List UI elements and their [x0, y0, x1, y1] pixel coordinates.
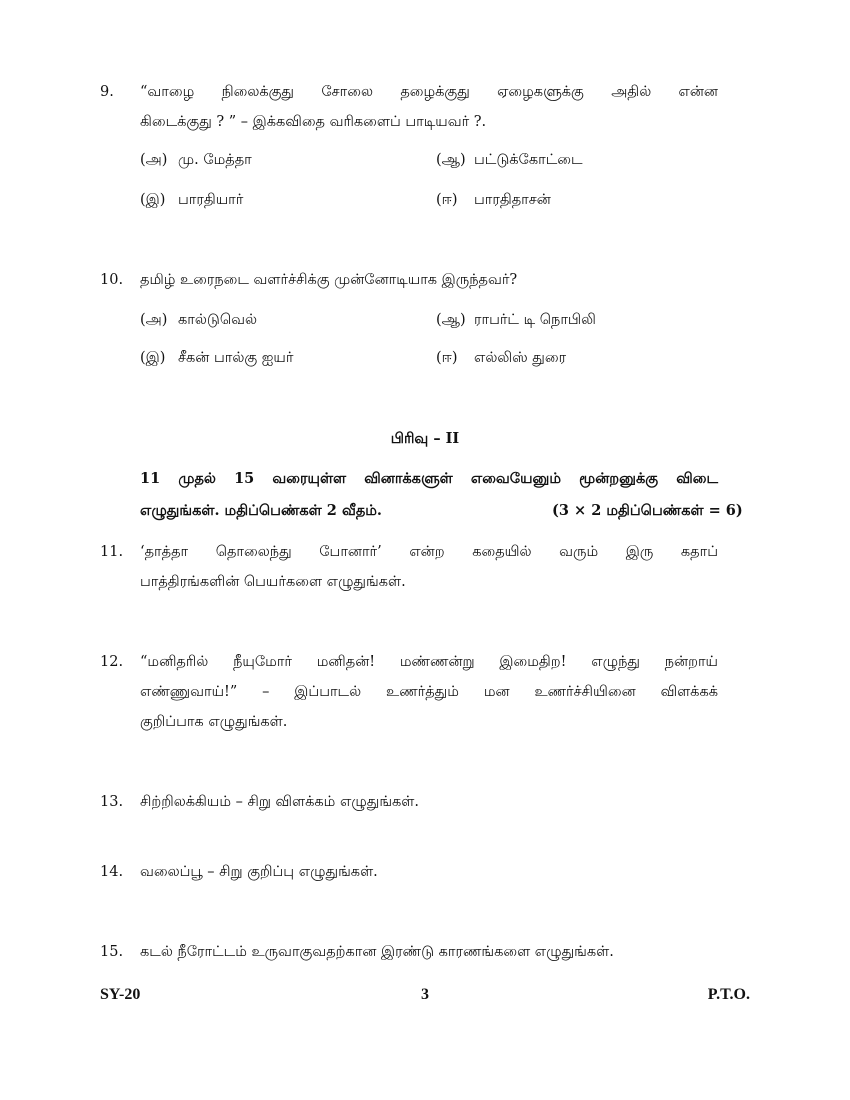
question-number: 14. — [100, 864, 124, 880]
option-text: பாரதியார் — [178, 192, 244, 208]
option-text: சீகன் பால்கு ஐயர் — [178, 350, 294, 366]
option-marker: (ஈ) — [436, 192, 458, 208]
question-number: 13. — [100, 794, 124, 810]
option-d — [436, 350, 566, 368]
footer-pto: P.T.O. — [707, 986, 750, 1003]
option-a — [140, 312, 257, 330]
option-a — [140, 152, 252, 170]
question-text-line: கடல் நீரோட்டம் உருவாகுவதற்கான இரண்டு காரணங்களை எழுதுங்கள். — [140, 944, 614, 960]
option-text: ராபர்ட் டி நொபிலி — [474, 312, 596, 328]
option-marker: (அ) — [140, 152, 168, 168]
option-text: பாரதிதாசன் — [474, 192, 551, 208]
option-marker: (இ) — [140, 350, 166, 366]
question-text-line: கிடைக்குது ? ” – இக்கவிதை வரிகளைப் பாடியவர் ?. — [140, 114, 487, 130]
option-text: மு. மேத்தா — [178, 152, 252, 168]
question-text-line: சிற்றிலக்கியம் – சிறு விளக்கம் எழுதுங்கள். — [140, 794, 420, 810]
footer-page-number: 3 — [421, 986, 429, 1003]
question-text-line: குறிப்பாக எழுதுங்கள். — [140, 714, 288, 730]
question-text-line: வலைப்பூ – சிறு குறிப்பு எழுதுங்கள். — [140, 864, 378, 880]
option-text: எல்லிஸ் துரை — [474, 350, 567, 366]
question-text-line: “மனிதரில் நீயுமோர் மனிதன்! மண்ணன்று இமைதிற! எழுந்து நன்றாய் — [140, 654, 718, 670]
question-text-line: ‘தாத்தா தொலைந்து போனார்’ என்ற கதையில் வரும் இரு கதாப் — [140, 544, 718, 560]
option-c — [140, 192, 243, 210]
footer-code: SY-20 — [100, 986, 141, 1003]
section-instruction-line: 11 முதல் 15 வரையுள்ள வினாக்களுள் எவையேனும் மூன்றனுக்கு விடை — [140, 470, 718, 487]
option-marker: (ஈ) — [436, 350, 458, 366]
question-text-line: தமிழ் உரைநடை வளர்ச்சிக்கு முன்னோடியாக இருந்தவர்? — [140, 272, 518, 288]
question-text-line: “வாழை நிலைக்குது சோலை தழைக்குது ஏழைகளுக்கு அதில் என்ன — [140, 84, 718, 100]
option-text: கால்டுவெல் — [178, 312, 258, 328]
option-marker: (அ) — [140, 312, 168, 328]
question-text-line: பாத்திரங்களின் பெயர்களை எழுதுங்கள். — [140, 574, 406, 590]
option-marker: (ஆ) — [436, 152, 466, 168]
question-number: 15. — [100, 944, 124, 960]
question-number: 11. — [100, 544, 124, 560]
section-title: பிரிவு – II — [390, 430, 460, 447]
option-text: பட்டுக்கோட்டை — [474, 152, 583, 168]
option-c — [140, 350, 293, 368]
question-number: 12. — [100, 654, 124, 670]
question-text-line: எண்ணுவாய்!” – இப்பாடல் உணர்த்தும் மன உணர்ச்சியினை விளக்கக் — [140, 684, 718, 700]
question-number: 10. — [100, 272, 124, 288]
option-marker: (இ) — [140, 192, 166, 208]
option-b — [436, 312, 596, 330]
option-marker: (ஆ) — [436, 312, 466, 328]
section-marks: (3 × 2 மதிப்பெண்கள் = 6) — [552, 502, 743, 519]
option-b — [436, 152, 583, 170]
question-number: 9. — [100, 84, 114, 100]
section-instruction-line: எழுதுங்கள். மதிப்பெண்கள் 2 வீதம். — [140, 502, 382, 519]
option-d — [436, 192, 551, 210]
